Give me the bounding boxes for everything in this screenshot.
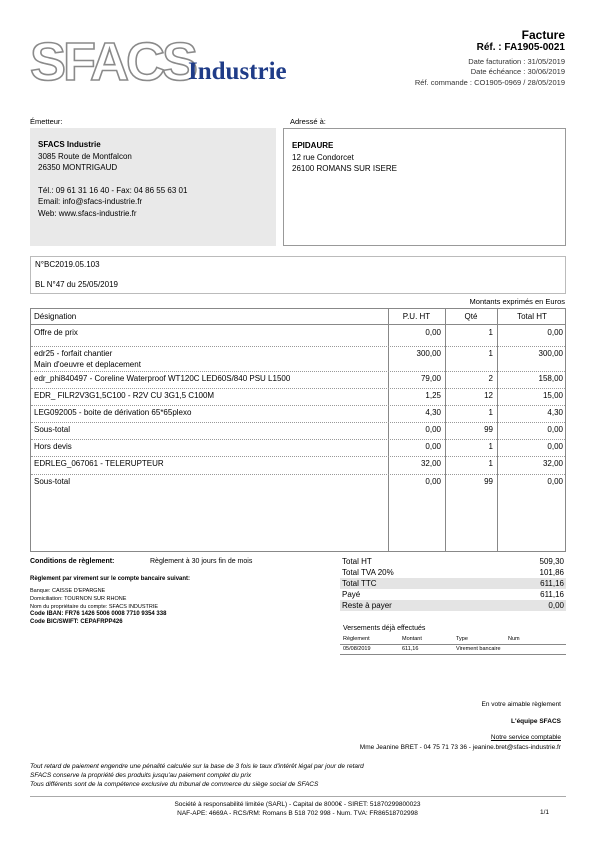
recipient-address2: 26100 ROMANS SUR ISERE xyxy=(292,164,397,173)
order-ref: Réf. commande : CO1905-0969 / 28/05/2019 xyxy=(414,78,565,87)
row-designation: EDR_ FILR2V3G1,5C100 - R2V CU 3G1,5 C100M xyxy=(34,391,215,400)
row-designation: Sous-total xyxy=(34,425,71,434)
signature-team: L'équipe SFACS xyxy=(511,718,561,725)
conditions-value: Règlement à 30 jours fin de mois xyxy=(150,558,253,565)
total-label: Payé xyxy=(342,590,361,599)
row-designation: EDRLEG_067061 - TELERUPTEUR xyxy=(34,459,164,468)
legal-notes xyxy=(30,762,364,789)
sender-address1: 3085 Route de Montfalcon xyxy=(38,151,132,161)
order-refs-box xyxy=(30,256,566,294)
row-quantity: 1 xyxy=(488,328,493,337)
footer-line-2: NAF-APE: 4669A - RCS/RM: Romans B 518 702 998 - Num. TVA: FR86518702998 xyxy=(177,810,418,817)
recipient-name: EPIDAURE xyxy=(292,141,334,150)
row-designation: Offre de prix xyxy=(34,328,78,337)
salutation: En votre aimable règlement xyxy=(481,701,561,708)
header-total: Total HT xyxy=(517,312,547,321)
accounting-service: Notre service comptable xyxy=(490,734,561,741)
row-divider xyxy=(31,474,565,475)
legal-line-2: SFACS conserve la propriété des produits jusqu'au paiement complet du prix xyxy=(30,772,252,779)
row-designation: LEG092005 - boite de dérivation 65*65plexo xyxy=(34,408,192,417)
row-divider xyxy=(31,346,565,347)
footer-line-1: Société à responsabilité limitée (SARL) - Capital de 8000€ - SIRET: 51870299800023 xyxy=(174,801,421,808)
row-unit-price: 32,00 xyxy=(420,459,441,468)
row-designation-detail: Main d'oeuvre et deplacement xyxy=(34,360,141,369)
payments-header-type: Type xyxy=(456,636,468,642)
total-label: Reste à payer xyxy=(342,601,392,610)
invoice-ref: Réf. : FA1905-0021 xyxy=(476,42,565,53)
logo-word: Industrie xyxy=(188,58,287,85)
row-total: 32,00 xyxy=(542,459,563,468)
row-total: 158,00 xyxy=(538,374,563,383)
row-total: 300,00 xyxy=(538,349,563,358)
company-footer xyxy=(0,800,595,818)
row-designation: edr_phi840497 - Coreline Waterproof WT120C LED60S/840 PSU L1500 xyxy=(34,374,291,383)
virement-title: Règlement par virement sur le compte bancaire suivant: xyxy=(30,576,191,582)
legal-line-1: Tout retard de paiement engendre une pénalité calculée sur la base de 3 fois le taux d'intérêt légal par jour de retard xyxy=(30,763,364,770)
row-unit-price: 0,00 xyxy=(425,425,441,434)
payment-row xyxy=(340,645,566,655)
row-unit-price: 79,00 xyxy=(420,374,441,383)
due-date: Date échéance : 30/06/2019 xyxy=(470,67,565,76)
row-total: 0,00 xyxy=(547,328,563,337)
row-unit-price: 0,00 xyxy=(425,477,441,486)
row-quantity: 1 xyxy=(488,442,493,451)
total-row xyxy=(340,600,566,611)
header-quantity: Qté xyxy=(464,312,478,321)
payments-title: Versements déjà effectués xyxy=(343,625,426,632)
sender-label: Émetteur: xyxy=(30,117,63,126)
total-row xyxy=(340,589,566,600)
sender-phone: Tél.: 09 61 31 16 40 - Fax: 04 86 55 63 01 xyxy=(38,185,188,195)
sender-box xyxy=(30,128,276,246)
sender-web: Web: www.sfacs-industrie.fr xyxy=(38,208,137,218)
sender-email: Email: info@sfacs-industrie.fr xyxy=(38,197,143,206)
recipient-label: Adressé à: xyxy=(290,117,326,126)
row-unit-price: 0,00 xyxy=(425,328,441,337)
row-designation: edr25 - forfait chantier xyxy=(34,349,113,358)
total-label: Total TVA 20% xyxy=(342,568,394,577)
row-unit-price: 1,25 xyxy=(425,391,441,400)
row-quantity: 99 xyxy=(484,425,493,434)
account-owner: Nom du propriétaire du compte: SFACS INDUSTRIE xyxy=(30,604,159,610)
row-total: 0,00 xyxy=(547,477,563,486)
row-divider xyxy=(31,405,565,406)
total-value: 611,16 xyxy=(540,579,564,588)
bic: Code BIC/SWIFT: CEPAFRPP426 xyxy=(30,619,123,625)
total-value: 611,16 xyxy=(540,590,564,599)
row-total: 0,00 xyxy=(547,442,563,451)
row-divider xyxy=(31,422,565,423)
iban: Code IBAN: FR76 1426 5006 0008 7710 9354 338 xyxy=(30,611,167,617)
table-header xyxy=(31,309,565,325)
logo-mark: SFACS xyxy=(30,32,196,90)
row-total: 4,30 xyxy=(547,408,563,417)
header-unit-price: P.U. HT xyxy=(402,312,431,321)
bank-domiciliation: Domiciliation: TOURNON SUR RHONE xyxy=(30,596,127,602)
row-unit-price: 4,30 xyxy=(425,408,441,417)
bc-number: N°BC2019.05.103 xyxy=(35,260,100,269)
payments-header-num: Num xyxy=(508,636,520,642)
footer-divider xyxy=(30,796,566,797)
total-label: Total HT xyxy=(342,557,372,566)
accounting-contact: Mme Jeanine BRET - 04 75 71 73 36 - jeanine.bret@sfacs-industrie.fr xyxy=(359,744,561,751)
total-label: Total TTC xyxy=(342,579,377,588)
total-value: 509,30 xyxy=(539,557,564,566)
invoice-date: Date facturation : 31/05/2019 xyxy=(468,57,565,66)
row-quantity: 99 xyxy=(484,477,493,486)
row-quantity: 1 xyxy=(488,349,493,358)
row-quantity: 1 xyxy=(488,408,493,417)
row-unit-price: 300,00 xyxy=(416,349,441,358)
currency-note: Montants exprimés en Euros xyxy=(469,297,565,306)
row-divider xyxy=(31,371,565,372)
row-unit-price: 0,00 xyxy=(425,442,441,451)
row-total: 0,00 xyxy=(547,425,563,434)
sender-name: SFACS Industrie xyxy=(38,140,101,149)
payments-header-reglement: Règlement xyxy=(343,636,370,642)
total-row xyxy=(340,556,566,567)
payment-type: Virement bancaire xyxy=(456,646,501,652)
payments-header-montant: Montant xyxy=(402,636,422,642)
row-quantity: 1 xyxy=(488,459,493,468)
total-row xyxy=(340,567,566,578)
total-row xyxy=(340,578,566,589)
company-logo xyxy=(30,30,320,90)
conditions-label: Conditions de règlement: xyxy=(30,558,115,565)
row-designation: Hors devis xyxy=(34,442,72,451)
items-table xyxy=(30,308,566,552)
row-total: 15,00 xyxy=(542,391,563,400)
row-divider xyxy=(31,388,565,389)
document-title: Facture xyxy=(521,28,565,42)
total-value: 101,86 xyxy=(539,568,564,577)
row-divider xyxy=(31,439,565,440)
recipient-box xyxy=(283,128,566,246)
row-quantity: 2 xyxy=(488,374,493,383)
total-value: 0,00 xyxy=(548,601,564,610)
legal-line-3: Tous différents sont de la compétence exclusive du tribunal de commerce du siège social de SFACS xyxy=(30,781,319,788)
sender-address2: 26350 MONTRIGAUD xyxy=(38,163,118,172)
row-designation: Sous-total xyxy=(34,477,71,486)
payment-date: 05/08/2019 xyxy=(343,646,371,652)
recipient-address1: 12 rue Condorcet xyxy=(292,152,354,162)
page-number: 1/1 xyxy=(539,809,549,816)
payments-header xyxy=(340,636,566,645)
bank-name: Banque: CAISSE D'EPARGNE xyxy=(30,588,106,594)
bl-number: BL N°47 du 25/05/2019 xyxy=(35,280,118,289)
header-designation: Désignation xyxy=(34,312,77,321)
row-divider xyxy=(31,456,565,457)
row-quantity: 12 xyxy=(484,391,493,400)
totals-block xyxy=(340,556,566,611)
payment-amount: 611,16 xyxy=(402,646,419,652)
